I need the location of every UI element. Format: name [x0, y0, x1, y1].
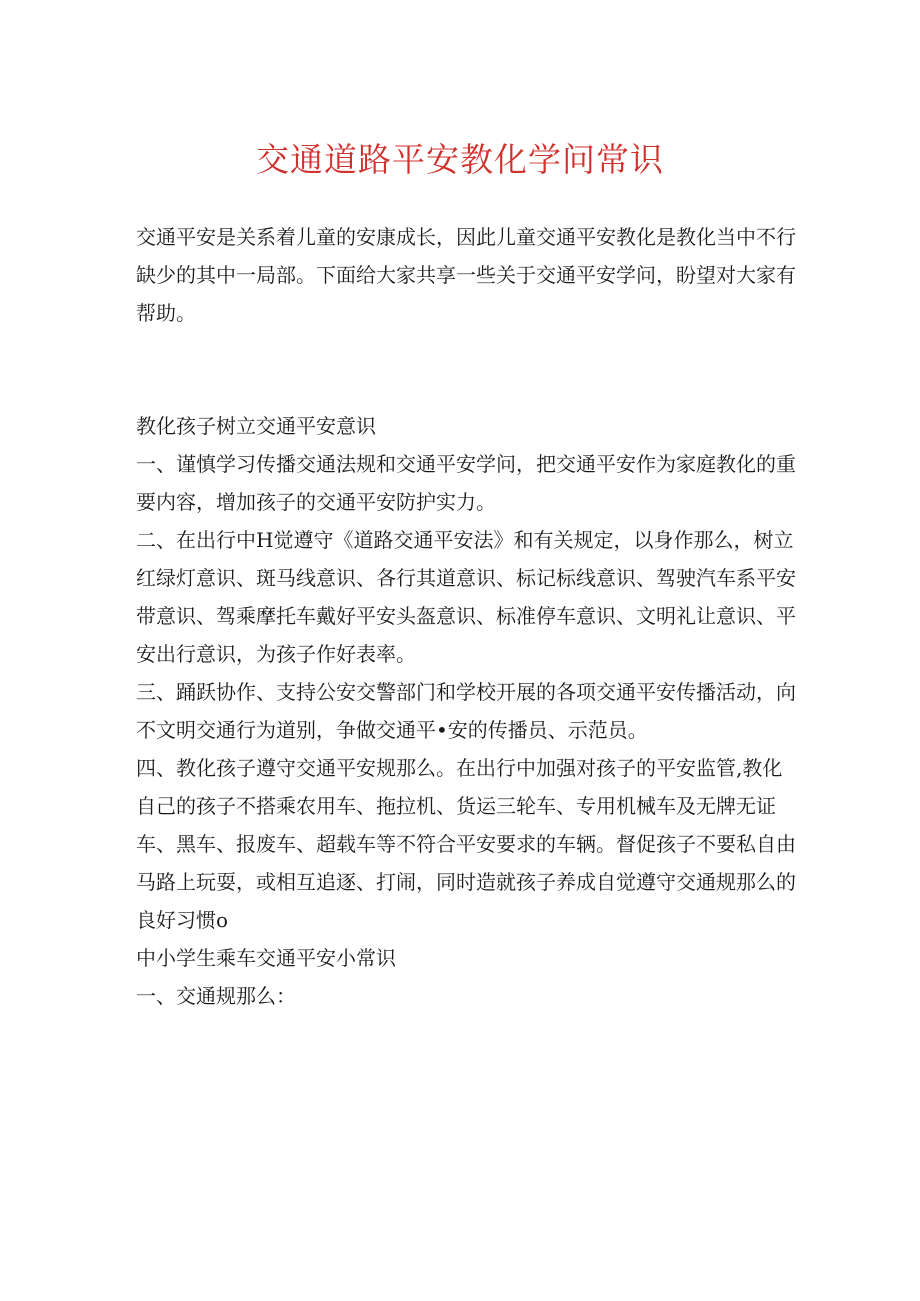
- sub-heading: 一、交通规那么：: [136, 984, 296, 1008]
- paragraph-item-3: 三、踊跃协作、支持公安交警部门和学校开展的各项交通平安传播活动，向不文明交通行为道别，争做交通平•安的传播员、示范员。: [136, 680, 796, 742]
- paragraph-item-4: 四、教化孩子遵守交通平安规那么。在出行中加强对孩子的平安监管,教化自己的孩子不搭乘农用车、拖拉机、货运三轮车、专用机械车及无牌无证车、黑车、报废车、超载车等不符合平安要求的车辆。督促孩子不要私自由马路上玩耍，或相互追逐、打闹，同时造就孩子养成自觉遵守交通规那么的良好习惯o: [136, 756, 796, 932]
- paragraph-item-1: 一、谨慎学习传播交通法规和交通平安学问，把交通平安作为家庭教化的重要内容，增加孩子的交通平安防护实力。: [136, 452, 796, 514]
- document-body: [136, 407, 796, 1015]
- document-title: 交通道路平安教化学问常识: [256, 140, 664, 179]
- section-heading-2: 中小学生乘车交通平安小常识: [136, 946, 396, 970]
- intro-paragraph: 交通平安是关系着儿童的安康成长，因此儿童交通平安教化是教化当中不行缺少的其中一局部。下面给大家共享一些关于交通平安学问，盼望对大家有帮助。: [136, 225, 796, 325]
- paragraph-item-2: 二、在出行中H觉遵守《道路交通平安法》和有关规定，以身作那么，树立红绿灯意识、斑马线意识、各行其道意识、标记标线意识、驾驶汽车系平安带意识、驾乘摩托车戴好平安头盔意识、标准停车意识、文明礼让意识、平安出行意识，为孩子作好表率。: [136, 528, 796, 666]
- section-heading: 教化孩子树立交通平安意识: [136, 414, 376, 438]
